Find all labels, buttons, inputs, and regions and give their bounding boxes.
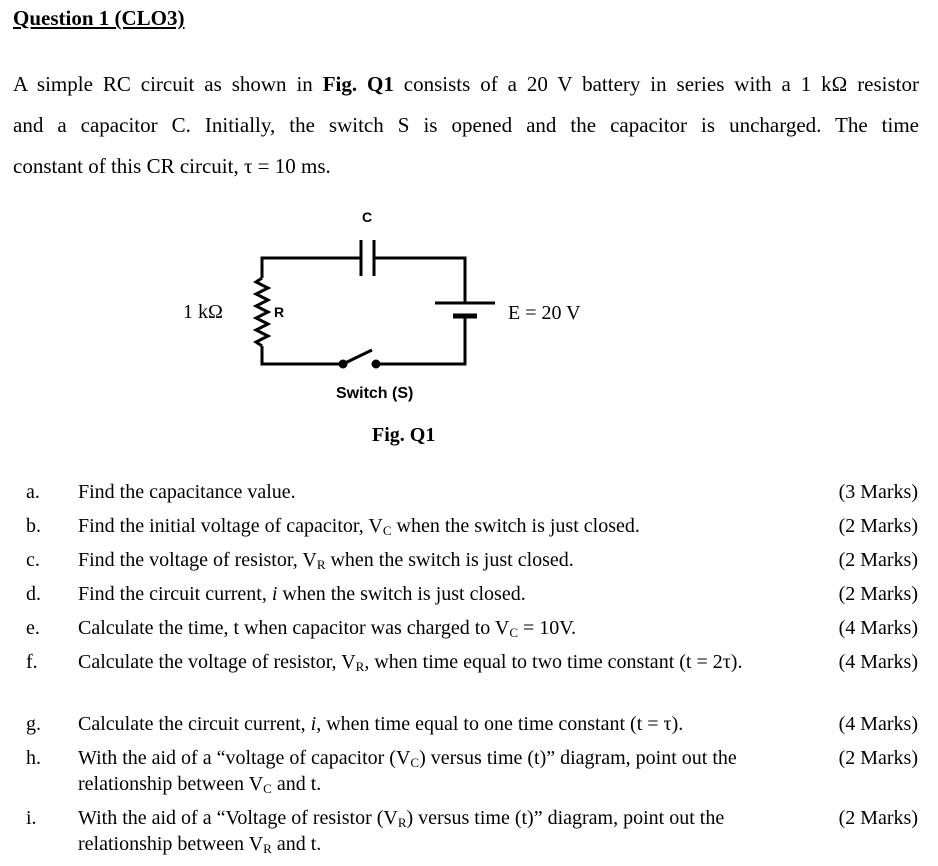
subscript: R: [316, 557, 326, 572]
question-marks: (2 Marks): [838, 515, 918, 537]
figure-caption: Fig. Q1: [372, 424, 436, 446]
question-marks: (2 Marks): [838, 583, 918, 605]
subscript: C: [382, 523, 392, 538]
battery-label: E = 20 V: [508, 302, 581, 324]
question-text: Find the initial voltage of capacitor, VC when the switch is just closed.: [78, 515, 640, 538]
question-marks: (2 Marks): [838, 807, 918, 829]
intro-text: A simple RC circuit as shown in: [13, 72, 323, 96]
question-letter: i.: [26, 807, 37, 829]
question-letter: c.: [26, 549, 40, 571]
question-marks: (2 Marks): [838, 747, 918, 769]
subscript: R: [397, 815, 407, 830]
intro-line-2: and a capacitor C. Initially, the switch S is opened and the capacitor is uncharged. The time: [13, 113, 919, 137]
resistor-value-label: 1 kΩ: [183, 301, 223, 323]
question-text: Find the voltage of resistor, VR when the switch is just closed.: [78, 549, 574, 572]
question-letter: h.: [26, 747, 41, 769]
wire-bottom-right: [378, 316, 465, 364]
question-text: With the aid of a “Voltage of resistor (VR) versus time (t)” diagram, point out the relationship between VR and t.: [78, 807, 725, 856]
question-marks: (4 Marks): [838, 713, 918, 735]
intro-line-1: [13, 64, 919, 105]
question-heading: Question 1 (CLO3): [13, 6, 185, 30]
intro-text: consists of a 20 V battery in series with a 1 kΩ resistor: [393, 72, 920, 96]
subscript: C: [509, 625, 518, 640]
question-text: Calculate the circuit current, i, when time equal to one time constant (t = τ).: [78, 713, 684, 735]
italic-symbol: i: [271, 583, 278, 605]
question-letter: e.: [26, 617, 40, 639]
question-text: Calculate the voltage of resistor, VR, when time equal to two time constant (t = 2τ).: [78, 651, 743, 674]
question-text: Find the circuit current, i when the switch is just closed.: [78, 583, 526, 605]
question-text: Find the capacitance value.: [78, 481, 296, 503]
question-letter: d.: [26, 583, 41, 605]
italic-symbol: i: [310, 713, 317, 735]
question-marks: (2 Marks): [838, 549, 918, 571]
question-letter: f.: [26, 651, 38, 673]
switch-label: Switch (S): [336, 385, 414, 402]
subscript: C: [410, 755, 420, 770]
question-marks: (4 Marks): [838, 617, 918, 639]
intro-line-3: constant of this CR circuit, τ = 10 ms.: [13, 154, 331, 178]
subscript: R: [263, 841, 272, 856]
figure-reference: Fig. Q1: [322, 72, 394, 96]
wire-top-right: [374, 258, 465, 303]
switch-lever: [343, 350, 372, 364]
question-text: Calculate the time, t when capacitor was charged to VC = 10V.: [78, 617, 577, 640]
question-marks: (3 Marks): [838, 481, 918, 503]
question-text: With the aid of a “voltage of capacitor (VC) versus time (t)” diagram, point out the relationship between VC and t.: [78, 747, 737, 796]
subscript: R: [355, 659, 365, 674]
wire-top-left: [262, 258, 361, 278]
question-letter: a.: [26, 481, 40, 503]
capacitor-label: C: [362, 209, 373, 225]
question-letter: b.: [26, 515, 41, 537]
wire-bottom-left: [262, 346, 340, 364]
subscript: C: [263, 781, 272, 796]
question-marks: (4 Marks): [838, 651, 918, 673]
resistor-zigzag: [256, 278, 268, 346]
intro-paragraph: [13, 64, 919, 187]
question-letter: g.: [26, 713, 41, 735]
rc-circuit-diagram: [150, 200, 630, 420]
resistor-label: R: [274, 304, 285, 320]
